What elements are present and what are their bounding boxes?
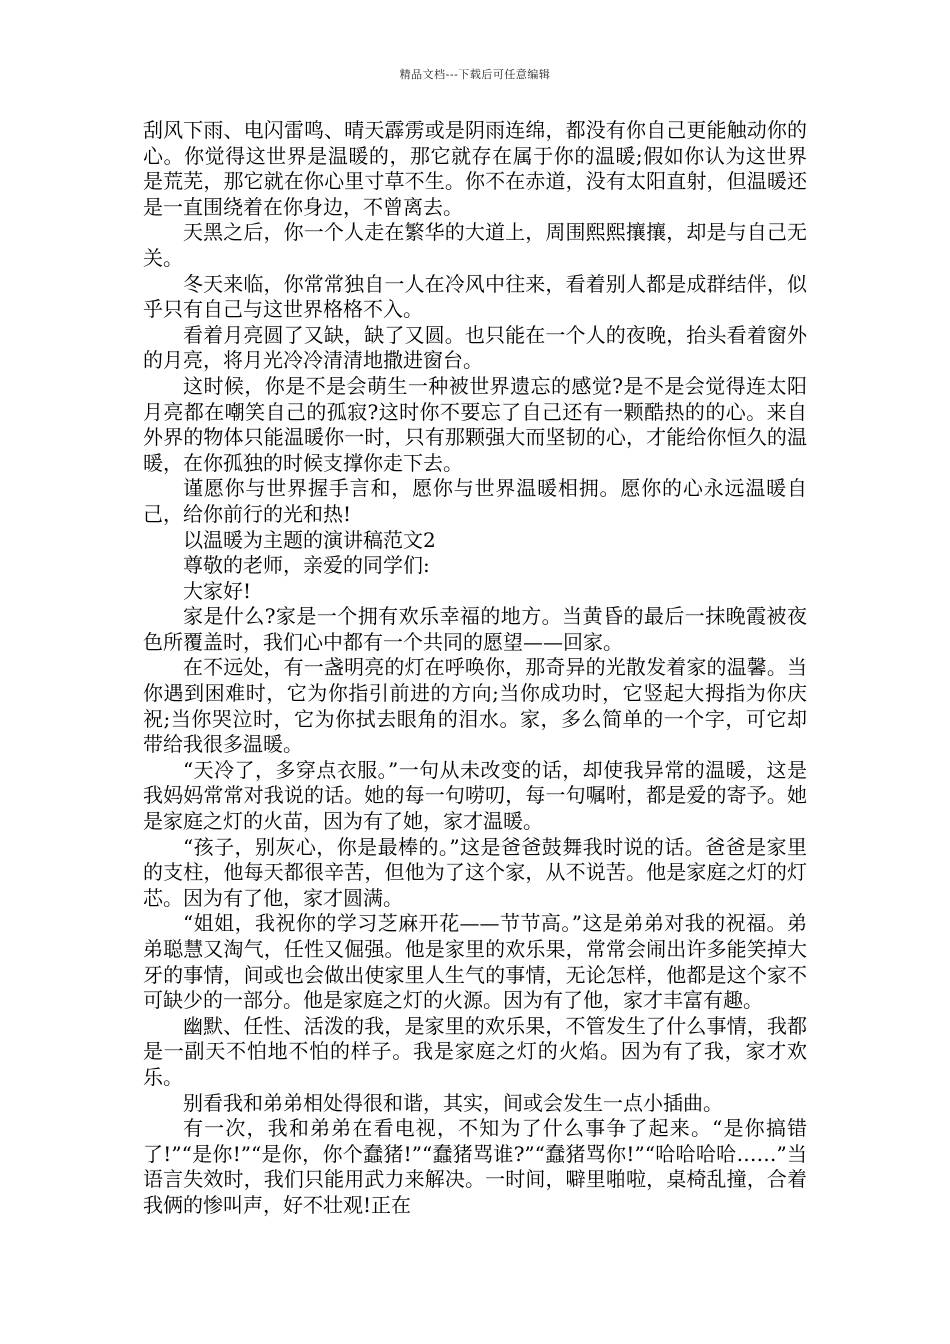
speech-title: 以温暖为主题的演讲稿范文2 bbox=[183, 527, 436, 552]
greeting: 大家好! bbox=[183, 578, 252, 603]
paragraph: 这时候，你是不是会萌生一种被世界遗忘的感觉?是不是会觉得连太阳月亮都在嘲笑自己的孤寂?这时你不要忘了自己还有一颗酷热的的心。来自外界的物体只能温暖你一时，只有那颗强大而坚韧的心，才能给你恒久的温暖，在你孤独的时候支撑你走下去。 bbox=[143, 373, 807, 475]
salutation: 尊敬的老师，亲爱的同学们: bbox=[183, 553, 430, 578]
page-header: 精品文档---下载后可任意编辑 bbox=[399, 68, 551, 81]
paragraph: 谨愿你与世界握手言和，愿你与世界温暖相拥。愿你的心永远温暖自己，给你前行的光和热! bbox=[143, 476, 807, 526]
paragraph: 刮风下雨、电闪雷鸣、晴天霹雳或是阴雨连绵，都没有你自己更能触动你的心。你觉得这世界是温暖的，那它就存在属于你的温暖;假如你认为这世界是荒芜，那它就在你心里寸草不生。你不在赤道，没有太阳直射，但温暖还是一直围绕着在你身边，不曾离去。 bbox=[143, 118, 807, 219]
paragraph: “孩子，别灰心，你是最棒的。”这是爸爸鼓舞我时说的话。爸爸是家里的支柱，他每天都很辛苦，但他为了这个家，从不说苦。他是家庭之灯的灯芯。因为有了他，家才圆满。 bbox=[143, 834, 807, 910]
paragraph: 别看我和弟弟相处得很和谐，其实，间或会发生一点小插曲。 bbox=[183, 1090, 723, 1115]
paragraph: 看着月亮圆了又缺，缺了又圆。也只能在一个人的夜晚，抬头看着窗外的月亮，将月光冷冷清清地撒进窗台。 bbox=[143, 322, 807, 373]
paragraph: “姐姐，我祝你的学习芝麻开花——节节高。”这是弟弟对我的祝福。弟弟聪慧又淘气，任性又倔强。他是家里的欢乐果，常常会闹出许多能笑掉大牙的事情，间或也会做出使家里人生气的事情，无论怎样，他都是这个家不可缺少的一部分。他是家庭之灯的火源。因为有了他，家才丰富有趣。 bbox=[143, 911, 807, 1013]
document-body bbox=[143, 118, 807, 1219]
paragraph: 有一次，我和弟弟在看电视，不知为了什么事争了起来。“是你搞错了!”“是你!”“是你，你个蠢猪!”“蠢猪骂谁?”“蠢猪骂你!”“哈哈哈哈……”当语言失效时，我们只能用武力来解决。一时间，噼里啪啦，桌椅乱撞，合着我俩的惨叫声，好不壮观!正在 bbox=[143, 1116, 807, 1217]
paragraph: 幽默、任性、活泼的我，是家里的欢乐果，不管发生了什么事情，我都是一副天不怕地不怕的样子。我是家庭之灯的火焰。因为有了我，家才欢乐。 bbox=[143, 1013, 807, 1089]
paragraph: “天冷了，多穿点衣服。”一句从未改变的话，却使我异常的温暖，这是我妈妈常常对我说的话。她的每一句唠叨，每一句嘱咐，都是爱的寄予。她是家庭之灯的火苗，因为有了她，家才温暖。 bbox=[143, 757, 807, 834]
paragraph: 冬天来临，你常常独自一人在冷风中往来，看着别人都是成群结伴，似乎只有自己与这世界格格不入。 bbox=[143, 271, 807, 322]
paragraph: 在不远处，有一盏明亮的灯在呼唤你，那奇异的光散发着家的温馨。当你遇到困难时，它为你指引前进的方向;当你成功时，它竖起大拇指为你庆祝;当你哭泣时，它为你拭去眼角的泪水。家，多么简单的一个字，可它却带给我很多温暖。 bbox=[143, 655, 807, 757]
paragraph: 天黑之后，你一个人走在繁华的大道上，周围熙熙攘攘，却是与自己无关。 bbox=[143, 220, 807, 270]
paragraph: 家是什么?家是一个拥有欢乐幸福的地方。当黄昏的最后一抹晚霞被夜色所覆盖时，我们心中都有一个共同的愿望——回家。 bbox=[143, 604, 807, 654]
